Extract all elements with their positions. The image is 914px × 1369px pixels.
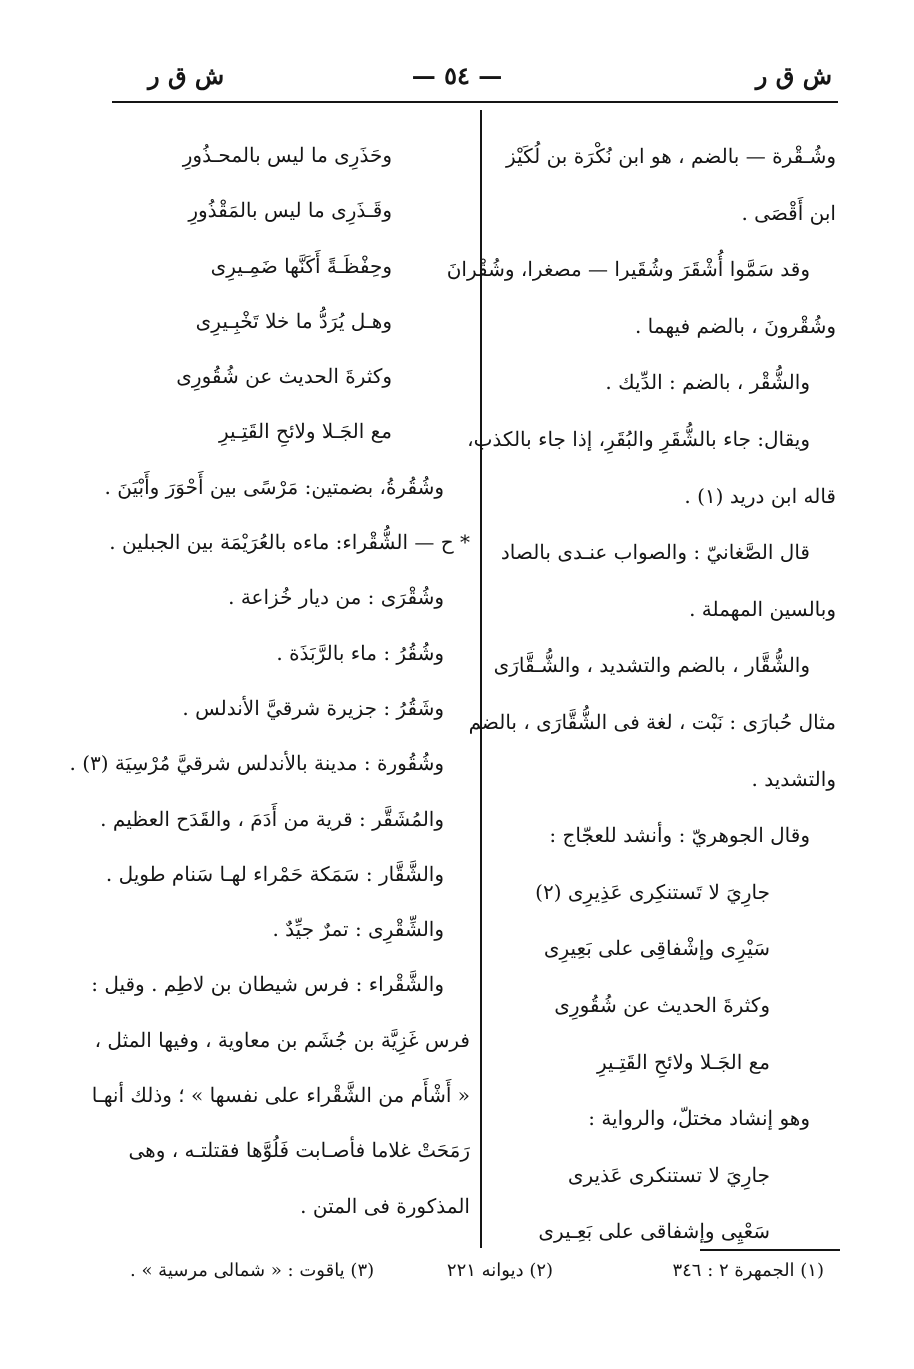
footnote-rule — [700, 1249, 840, 1251]
text-line: * ح — الشُّقْراء: ماءه بالعُرَيْمَة بين الجبلين . — [109, 530, 470, 555]
verse-line: وهـل يُرَدُّ ما خلا تَخْبِـيرِى — [195, 308, 392, 333]
text-line: ويقال: جاء بالشُّقَرِ والبُقَرِ، إذا جاء بالكذب، — [467, 426, 810, 451]
text-line: والتشديد . — [751, 766, 836, 791]
verse-line: سَيْرِى وإشْفاقِى على بَعِيرِى — [543, 936, 770, 961]
verse-line: وكثرةَ الحديث عن شُقُورِى — [554, 992, 770, 1017]
verse-line: وحِفْظَـةً أَكَنَّها ضَمِـيرِى — [210, 253, 392, 278]
text-line: وشَقُرُ : جزيرة شرقيَّ الأندلس . — [182, 695, 444, 720]
text-line: وبالسين المهملة . — [689, 596, 836, 621]
text-line: قال الصَّغانيّ : والصواب عنـدى بالصاد — [500, 540, 810, 565]
text-line: وشُقُرُ : ماء بالرَّبَذَة . — [276, 640, 444, 665]
header-rule — [112, 101, 838, 103]
text-line: والمُشَقَّر : قرية من أَدَمَ ، والقَدَح العظيم . — [100, 806, 444, 831]
text-line: قاله ابن دريد (١) . — [684, 483, 836, 508]
verse-line: وحَذَرِى ما ليس بالمحـذُورِ — [182, 143, 392, 167]
text-line: وشُـقْرة — بالضم ، هو ابن نُكْرَة بن لُكَيْز — [506, 144, 836, 168]
verse-line: سَعْيِى وإشفاقى على بَعِـيرى — [538, 1219, 770, 1244]
text-line: المذكورة فى المتن . — [300, 1193, 470, 1218]
text-line: ابن أَقْصَى . — [741, 200, 836, 225]
footnote-2: (٢) ديوانه ٢٢١ — [446, 1260, 554, 1281]
footnote-3: (٣) ياقوت : « شمالى مرسية » . — [130, 1260, 375, 1281]
text-line: رَمَحَتْ غلاما فأصـابت فَلُوَّها فقتلتـه ، وهى — [128, 1138, 470, 1163]
verse-line: مع الجَـلا ولائحِ القَتِـيرِ — [596, 1049, 770, 1074]
header-root-right: ش ق ر — [755, 61, 832, 90]
right-column — [446, 128, 836, 1260]
text-line: وهو إنشاد مختلّ، والرواية : — [588, 1106, 810, 1131]
page-number: — ٥٤ — — [411, 61, 503, 90]
text-line: والشُّقَّار ، بالضم والتشديد ، والشُّـقَّارَى — [493, 653, 810, 678]
text-line: وقال الجوهريّ : وأنشد للعجّاج : — [549, 823, 810, 848]
verse-line: جارِيَ لا تَستنكِرى عَذِيرِى (٢) — [535, 879, 770, 904]
text-line: فرس غَزِيَّة بن جُشَم بن معاوية ، وفيها المثل ، — [94, 1027, 470, 1052]
text-line: وشُقْرونَ ، بالضم فيهما . — [634, 313, 836, 338]
header-root-left: ش ق ر — [148, 61, 225, 90]
text-line: وشُقُرةُ، بضمتين: مَرْسًى بين أَحْوَرَ وأَبْيَنَ . — [104, 474, 444, 499]
text-line: وشُقْرَى : من ديار خُزاعة . — [228, 585, 444, 610]
verse-line: مع الجَـلا ولائحِ القَتِـيرِ — [218, 419, 392, 444]
text-line: والشَّقَّار : سَمَكة حَمْراء لهـا سَنام طويل . — [105, 861, 444, 886]
text-line: « أَشْأَم من الشَّقْراء على نفسها » ؛ وذلك أنهـا — [91, 1083, 470, 1108]
verse-line: وقَـذَرِى ما ليس بالمَقْذُورِ — [188, 198, 392, 223]
text-line: والشُّقْر ، بالضم : الدِّيك . — [605, 370, 810, 395]
text-line: مثال حُبارَى : نَبْت ، لغة فى الشُّقَّارَى ، بالضم — [468, 709, 836, 734]
text-line: وشُقُورة : مدينة بالأندلس شرقيَّ مُرْسِيَة (٣) . — [69, 751, 444, 776]
text-line: وقد سَمَّوا أُشْقَرَ وشُقَيرا — مصغرا، وشُقْرانَ — [446, 257, 810, 282]
footnote-1: (١) الجمهرة ٢ : ٣٤٦ — [672, 1260, 824, 1281]
text-line: والشَّقْراء : فرس شيطان بن لاطِم . وقيل : — [91, 972, 444, 997]
verse-line: وكثرةَ الحديث عن شُقُورِى — [176, 364, 392, 389]
text-line: والشِّقْرِى : تمرٌ جيِّدٌ . — [272, 917, 444, 942]
verse-line: جارِيَ لا تستنكرى عَذيرى — [567, 1162, 770, 1187]
left-column — [69, 128, 470, 1234]
